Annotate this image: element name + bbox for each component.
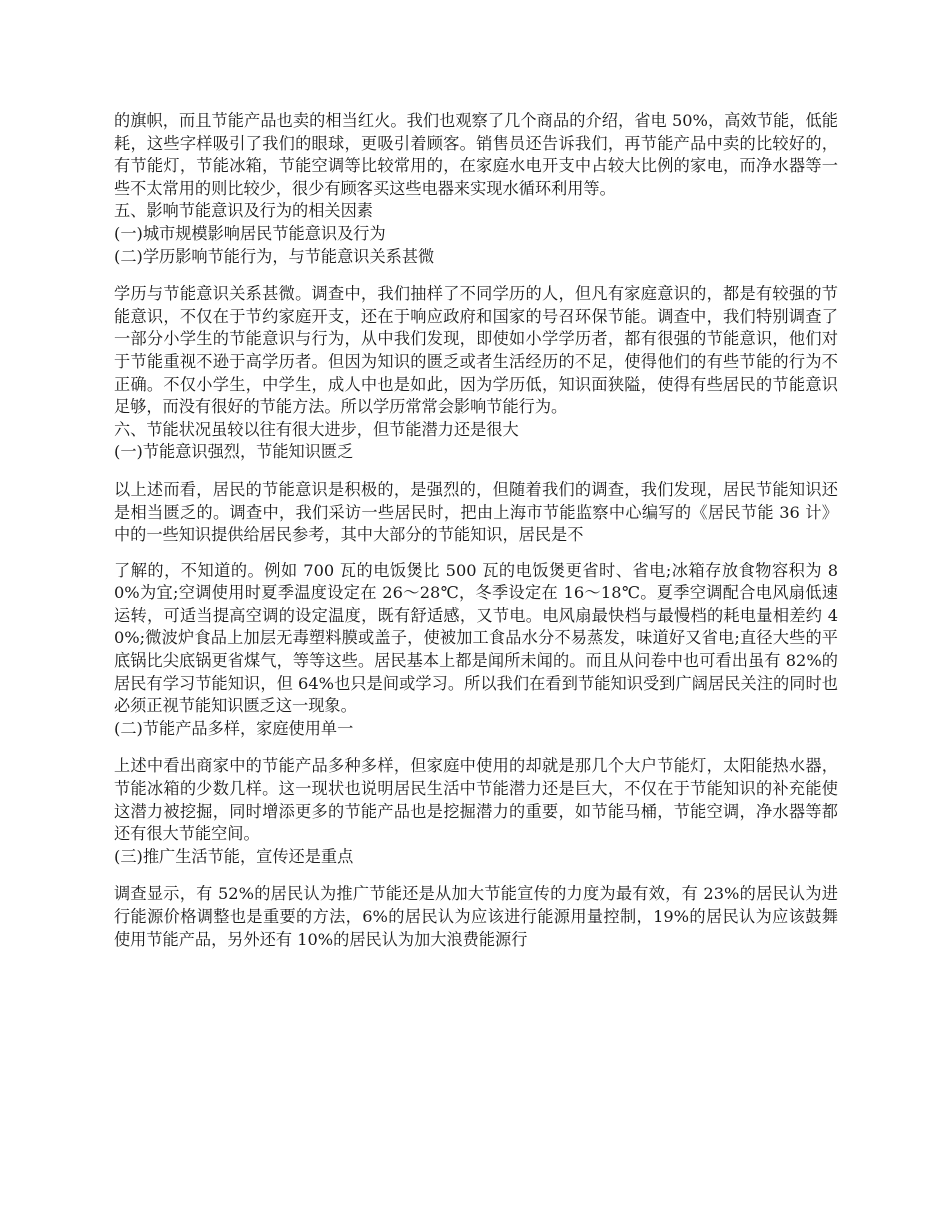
heading-subsection-awareness-knowledge: (一)节能意识强烈，节能知识匮乏 (114, 442, 354, 462)
paragraph-survey-results: 调查显示，有 52%的居民认为推广节能还是从加大节能宣传的力度为最有效，有 23%的居民认为进行能源价格调整也是重要的方法，6%的居民认为应该进行能源用量控制，19%的居民认为应该鼓舞使用节能产品，另外还有 10%的居民认为加大浪费能源行 (114, 884, 838, 949)
paragraph-knowledge-lacking: 以上述而看，居民的节能意识是积极的，是强烈的，但随着我们的调查，我们发现，居民节能知识还是相当匮乏的。调查中，我们采访一些居民时，把由上海市节能监察中心编写的《居民节能 36 计》中的一些知识提供给居民参考，其中大部分的节能知识，居民是不 (114, 479, 838, 545)
document-page (114, 110, 838, 951)
paragraph-energy-tips: 了解的，不知道的。例如 700 瓦的电饭煲比 500 瓦的电饭煲更省时、省电;冰箱存放食物容积为 80%为宜;空调使用时夏季温度设定在 26～28℃，冬季设定在 16～18℃。夏季空调配合电风扇低速运转，可适当提高空调的设定温度，既有舒适感，又节电。电风扇最快档与最慢档的耗电量相差约 40%;微波炉食品上加层无毒塑料膜或盖子，使被加工食品水分不易蒸发，味道好又省电;直径大些的平底锅比尖底锅更省煤气，等等这些。居民基本上都是闻所未闻的。而且从问卷中也可看出虽有 82%的居民有学习节能知识，但 64%也只是间或学习。所以我们在看到节能知识受到广阔居民关注的同时也必须正视节能知识匮乏这一现象。 (114, 560, 838, 716)
heading-subsection-products: (二)节能产品多样，家庭使用单一 (114, 718, 354, 738)
paragraph-energy-products-sales: 的旗帜，而且节能产品也卖的相当红火。我们也观察了几个商品的介绍，省电 50%，高效节能，低能耗，这些字样吸引了我们的眼球，更吸引着顾客。销售员还告诉我们，再节能产品中卖的比较好的，有节能灯，节能冰箱，节能空调等比较常用的，在家庭水电开支中占较大比例的家电，而净水器等一些不太常用的则比较少，很少有顾客买这些电器来实现水循环利用等。 (114, 111, 838, 198)
paragraph-education-awareness: 学历与节能意识关系甚微。调查中，我们抽样了不同学历的人，但凡有家庭意识的，都是有较强的节能意识，不仅在于节约家庭开支，还在于响应政府和国家的号召环保节能。调查中，我们特别调查了一部分小学生的节能意识与行为，从中我们发现，即使如小学学历者，都有很强的节能意识，他们对于节能重视不逊于高学历者。但因为知识的匮乏或者生活经历的不足，使得他们的有些节能的行为不正确。不仅小学生，中学生，成人中也是如此，因为学历低，知识面狭隘，使得有些居民的节能意识足够，而没有很好的节能方法。所以学历常常会影响节能行为。 (114, 284, 838, 417)
heading-subsection-promotion: (三)推广生活节能，宣传还是重点 (114, 846, 354, 866)
paragraph-products-usage: 上述中看出商家中的节能产品多种多样，但家庭中使用的却就是那几个大户节能灯，太阳能热水器，节能冰箱的少数几样。这一现状也说明居民生活中节能潜力还是巨大，不仅在于节能知识的补充能使这潜力被挖掘，同时增添更多的节能产品也是挖掘潜力的重要，如节能马桶，节能空调，净水器等都还有很大节能空间。 (114, 756, 838, 844)
heading-section-5: 五、影响节能意识及行为的相关因素 (114, 201, 373, 221)
heading-subsection-education: (二)学历影响节能行为，与节能意识关系甚微 (114, 246, 435, 266)
heading-subsection-city-scale: (一)城市规模影响居民节能意识及行为 (114, 223, 386, 243)
heading-section-6: 六、节能状况虽较以往有很大进步，但节能潜力还是很大 (114, 419, 519, 439)
